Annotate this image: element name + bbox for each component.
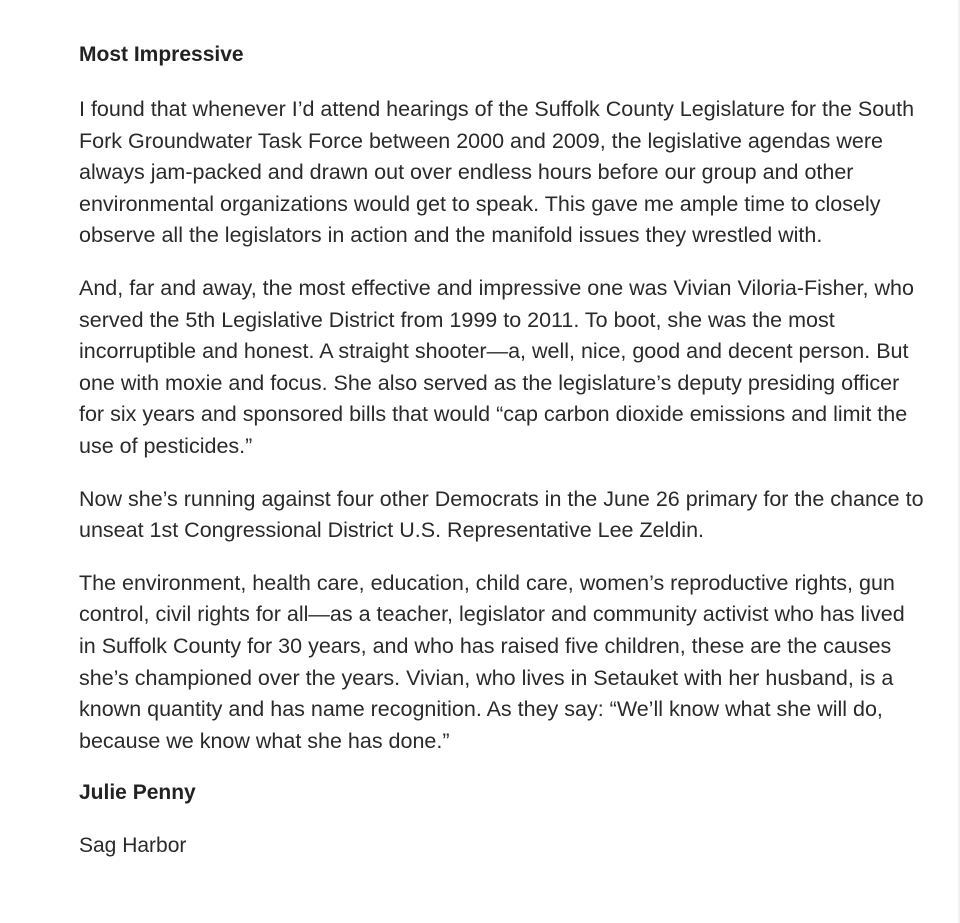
letter-paragraph-4: The environment, health care, education, child care, women’s reproductive rights, gun control, civil rights for all—as a teacher, legislator and community activist who has lived in Suffolk County for 30 years, and who has raised five children, these are the causes she’s championed over the years. Vivian, who lives in Setauket with her husband, is a known quantity and has name recognition. As they say: “We’ll know what she will do, because we know what she has done.” [79,570,905,753]
letter-headline: Most Impressive [79,43,244,66]
letter-paragraph-2: And, far and away, the most effective and impressive one was Vivian Viloria-Fisher, who served the 5th Legislative District from 1999 to 2011. To boot, she was the most incorruptible and honest. A straight shooter—a, well, nice, good and decent person. But one with moxie and focus. She also served as the legislature’s deputy presiding officer for six years and sponsored bills that would “cap carbon dioxide emissions and limit the use of pesticides.” [79,275,914,458]
letter-to-editor [79,40,924,861]
letter-paragraph-1: I found that whenever I’d attend hearings of the Suffolk County Legislature for the South Fork Groundwater Task Force between 2000 and 2009, the legislative agendas were always jam-packed and drawn out over endless hours before our group and other environmental organizations would get to speak. This gave me ample time to closely observe all the legislators in action and the manifold issues they wrestled with. [79,97,915,248]
author-location: Sag Harbor [79,834,187,858]
letter-paragraph-3: Now she’s running against four other Democrats in the June 26 primary for the chance to unseat 1st Congressional District U.S. Representative Lee Zeldin. [79,486,924,543]
author-name: Julie Penny [79,781,196,805]
